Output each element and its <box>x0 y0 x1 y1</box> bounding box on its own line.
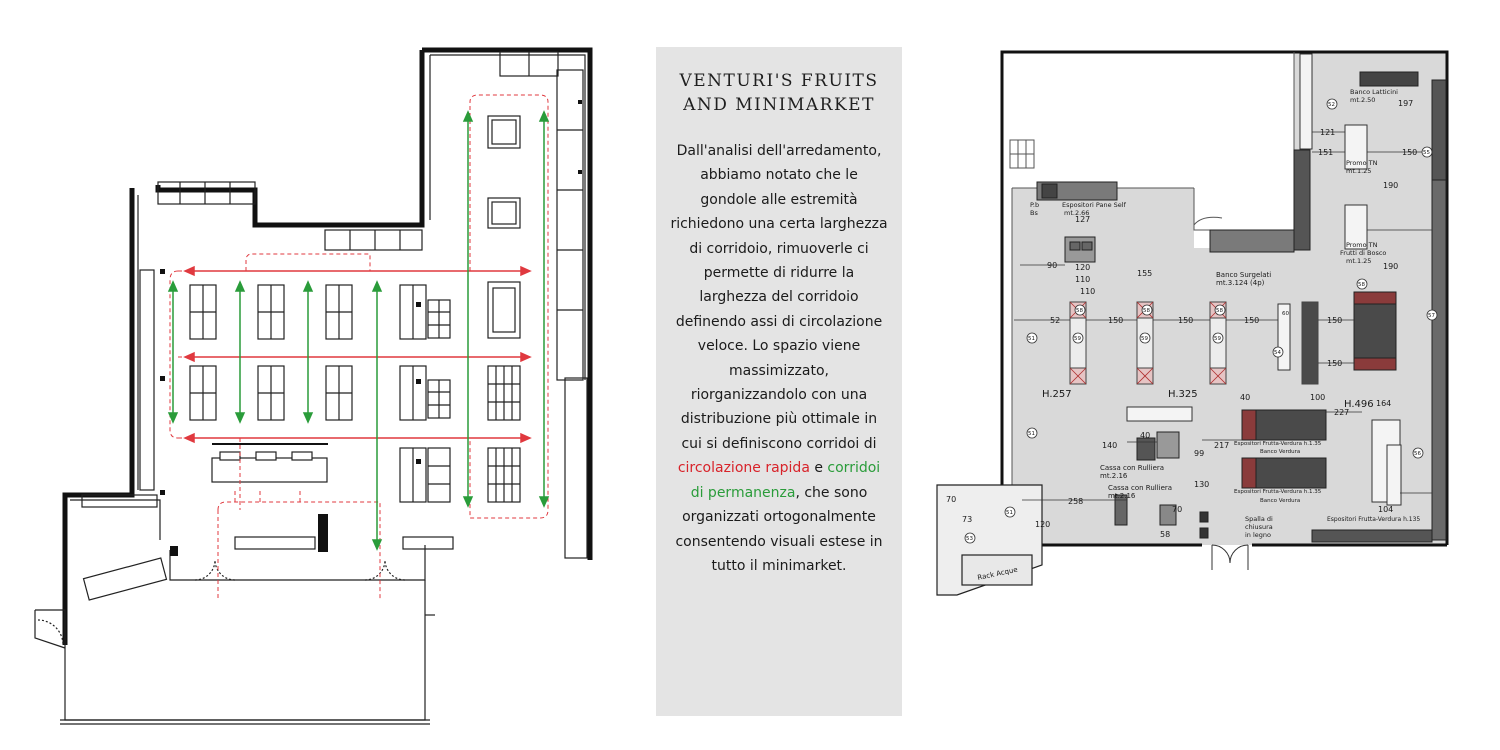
label-spalla: Spalla di <box>1245 515 1273 523</box>
dim-130: 130 <box>1194 480 1210 489</box>
label-cassa-1: Cassa con Rulliera <box>1100 464 1165 472</box>
tag-51c: 51 <box>1006 510 1013 516</box>
dim-70b: 70 <box>1172 505 1183 514</box>
label-spalla-2: chiusura <box>1245 523 1273 531</box>
label-bs: Bs <box>1030 209 1038 217</box>
tag-58a: 58 <box>1076 308 1083 314</box>
dim-197: 197 <box>1398 99 1414 108</box>
dim-52: 52 <box>1050 316 1061 325</box>
column <box>170 546 178 556</box>
height-325: H.325 <box>1168 389 1198 400</box>
dim-127: 127 <box>1075 215 1091 224</box>
dim-227: 227 <box>1334 408 1350 417</box>
title-line-2: AND MINIMARKET <box>683 95 875 115</box>
tag-58d: 58 <box>1358 282 1365 288</box>
label-promo-tn: Promo TN <box>1346 159 1378 167</box>
tag-58c: 58 <box>1216 308 1223 314</box>
rapid-circulation-term: circolazione rapida <box>677 460 810 477</box>
tag-51a: 51 <box>1028 336 1035 342</box>
label-frutti-bosco: Frutti di Bosco <box>1340 249 1387 257</box>
dim-164: 164 <box>1376 399 1392 408</box>
dim-100: 100 <box>1310 393 1326 402</box>
label-banco-verdura: Banco Verdura <box>1260 449 1301 455</box>
tag-59c: 59 <box>1214 336 1221 342</box>
label-banco-surgelati-mt: mt.3.124 (4p) <box>1216 279 1265 287</box>
entrance-doors <box>1212 545 1248 570</box>
dim-40b: 40 <box>1240 393 1251 402</box>
column <box>318 514 328 552</box>
label-promo-tn-mt: mt.1.25 <box>1346 167 1372 175</box>
title-line-1: VENTURI'S FRUITS <box>679 71 879 91</box>
description-panel <box>656 47 902 716</box>
label-banco-surgelati: Banco Surgelati <box>1216 271 1272 279</box>
dim-120b: 120 <box>1035 520 1051 529</box>
tag-58b: 58 <box>1143 308 1150 314</box>
label-cassa-1-mt: mt.2.16 <box>1100 472 1128 480</box>
dim-150c: 150 <box>1244 316 1260 325</box>
tag-56: 56 <box>1414 451 1421 457</box>
dim-104: 104 <box>1378 505 1394 514</box>
rapid-circulation-paths <box>170 95 548 600</box>
tag-57: 57 <box>1428 313 1435 319</box>
label-espositori-pane-mt: mt.2.66 <box>1064 209 1090 217</box>
tag-59a: 59 <box>1074 336 1081 342</box>
dim-150f: 150 <box>1402 148 1418 157</box>
label-spalla-3: in legno <box>1245 531 1272 539</box>
dim-110: 110 <box>1075 275 1091 284</box>
dim-73: 73 <box>962 515 973 524</box>
tag-53: 53 <box>966 536 973 542</box>
label-espositori-frutta-c: Espositori Frutta-Verdura h.135 <box>1327 516 1421 523</box>
dim-190a: 190 <box>1383 181 1399 190</box>
right-floor-plan <box>932 40 1467 600</box>
tag-51b: 51 <box>1028 431 1035 437</box>
permanent-corridor-term: corridoi di permanenza <box>690 460 881 501</box>
dim-155: 155 <box>1137 269 1153 278</box>
dim-151: 151 <box>1318 148 1334 157</box>
label-espositori-pane: Espositori Pane Self <box>1062 201 1126 209</box>
dim-40a: 40 <box>1140 431 1151 440</box>
tag-59b: 59 <box>1141 336 1148 342</box>
description-outro: , che sono organizzati ortogonalmente consentendo visuali estese in tutto il minimarket. <box>675 484 883 574</box>
entrance-vestibule <box>35 545 435 724</box>
dim-190b: 190 <box>1383 262 1399 271</box>
dim-217: 217 <box>1214 441 1230 450</box>
label-banco-latticini-mt: mt.2.50 <box>1350 96 1376 104</box>
dim-150d: 150 <box>1327 316 1343 325</box>
dim-110b: 110 <box>1080 287 1096 296</box>
left-floor-plan <box>30 40 600 730</box>
label-pb: P.b <box>1030 201 1040 209</box>
label-cassa-2-mt: mt.2.16 <box>1108 492 1136 500</box>
height-257: H.257 <box>1042 389 1072 400</box>
dim-150a: 150 <box>1108 316 1124 325</box>
label-espositori-frutta-b: Espositori Frutta-Verdura h.1.35 <box>1234 489 1322 495</box>
tag-52: 52 <box>1328 102 1335 108</box>
dim-99: 99 <box>1194 449 1205 458</box>
tag-54: 54 <box>1274 350 1281 356</box>
description-text <box>670 139 888 578</box>
dim-70a: 70 <box>946 495 957 504</box>
dim-258: 258 <box>1068 497 1084 506</box>
dim-121: 121 <box>1320 128 1336 137</box>
description-intro: Dall'analisi dell'arredamento, abbiamo notato che le gondole alle estremità richiedono una certa larghezza di corridoio, rimuoverle ci permette di ridurre la larghezza del corridoio definendo assi di circolazione veloce. Lo spazio viene massimizzato, riorganizzandolo con una distribuzione più ottimale in cui si definiscono corridoi di <box>670 143 888 452</box>
dim-150b: 150 <box>1178 316 1194 325</box>
label-frutti-bosco-mt: mt.1.25 <box>1346 257 1372 265</box>
tag-55: 55 <box>1423 150 1430 156</box>
dim-140: 140 <box>1102 441 1118 450</box>
height-496: H.496 <box>1344 399 1374 410</box>
description-and: e <box>809 460 828 477</box>
dim-58: 58 <box>1160 530 1171 539</box>
label-banco-verdura-2: Banco Verdura <box>1260 498 1301 504</box>
dim-150e: 150 <box>1327 359 1343 368</box>
label-espositori-frutta-a: Espositori Frutta-Verdura h.1.35 <box>1234 441 1322 447</box>
tag-60: 60 <box>1282 311 1289 317</box>
label-banco-latticini: Banco Latticini <box>1350 88 1398 96</box>
page-title <box>656 69 902 117</box>
dim-120: 120 <box>1075 263 1091 272</box>
label-promo-tn-2: Promo TN <box>1346 241 1378 249</box>
dim-90: 90 <box>1047 261 1058 270</box>
label-cassa-2: Cassa con Rulliera <box>1108 484 1173 492</box>
label-rack-acque: Rack Acque <box>976 565 1019 582</box>
